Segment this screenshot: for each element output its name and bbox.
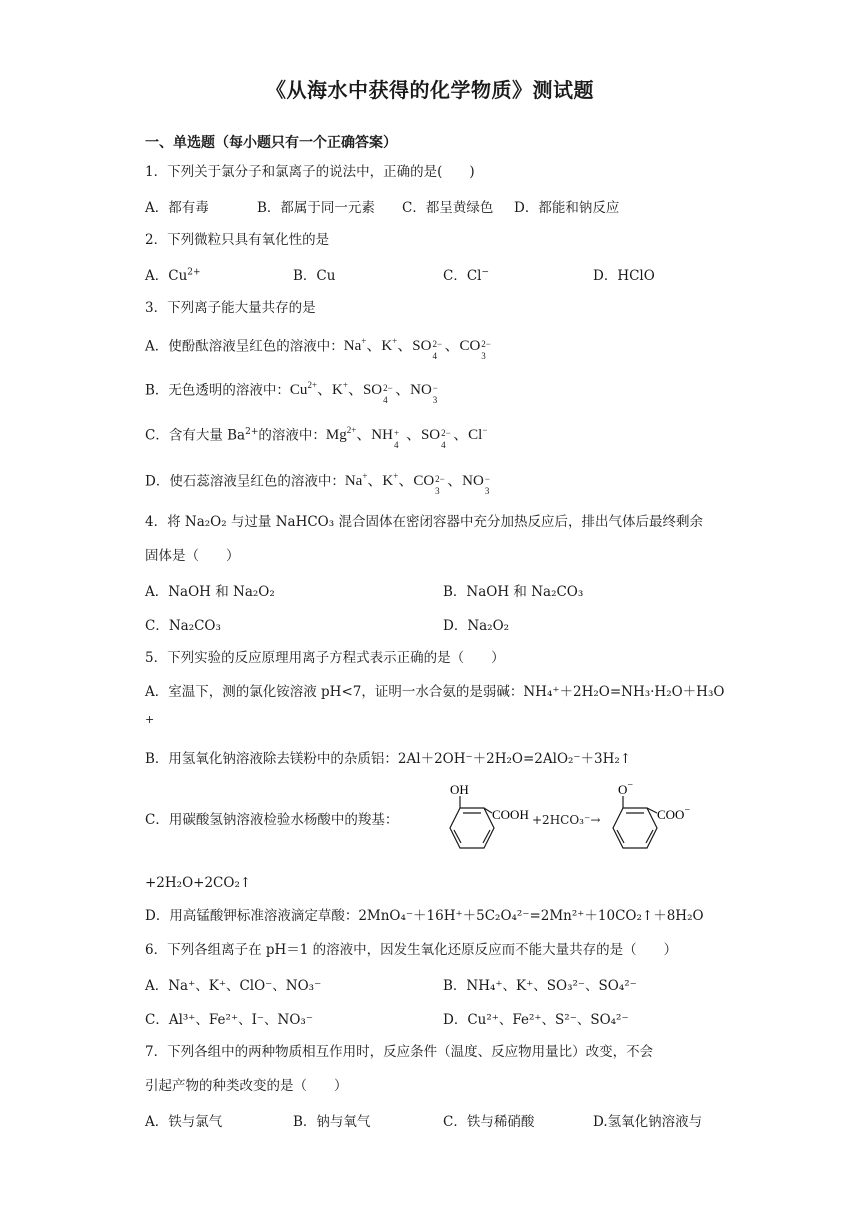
section-heading: 一、单选题（每小题只有一个正确答案） [145,135,397,151]
question-6-stem: 6．下列各组离子在 pH＝1 的溶液中，因发生氧化还原反应而不能大量共存的是（ ） [145,942,678,958]
option-c-charge: − [481,267,490,278]
question-3-option-b [145,380,725,405]
question-1-options [145,196,745,216]
page-title: 《从海水中获得的化学物质》测试题 [266,78,594,102]
option-a-text: A．使酚酞溶液呈红色的溶液中： [145,338,344,355]
option-a-text: A．Cu [145,268,188,284]
option-d: D．都能和钠反应 [514,200,620,216]
question-4-stem-line1: 4．将 Na₂O₂ 与过量 NaHCO₃ 混合固体在密闭容器中充分加热反应后，排出气体后最终剩余 [145,514,703,530]
question-5-option-a-cont: + [145,713,155,726]
question-4-options-row2 [145,614,745,634]
coo-label: COO [657,807,685,822]
option-d: D．Cu²⁺、Fe²⁺、S²⁻、SO₄²⁻ [443,1012,629,1028]
reagent-bicarbonate: +2HCO₃⁻→ [532,813,601,827]
question-3-stem: 3．下列离子能大量共存的是 [145,300,316,316]
question-6-options-row2 [145,1008,745,1028]
option-c-text: C．Cl [443,268,482,284]
question-1-stem: 1．下列关于氯分子和氯离子的说法中，正确的是( ) [145,164,475,180]
option-c: C．铁与稀硝酸 [443,1114,535,1130]
option-c: C．Na₂CO₃ [145,618,221,634]
question-4-stem-line2: 固体是（ ） [145,548,240,564]
option-b-text: B．无色透明的溶液中： [145,382,290,399]
question-5-option-c: C．用碳酸氢钠溶液检验水杨酸中的羧基： [145,812,399,828]
question-5-option-a: A．室温下，测的氯化铵溶液 pH<7，证明一水合氨的是弱碱：NH₄⁺＋2H₂O=NH₃·H₂O＋H₃O [145,684,725,700]
question-4-options-row1 [145,580,745,600]
question-7-options [145,1110,745,1130]
option-c-text-end: 的溶液中： [258,427,326,444]
option-b: B．NaOH 和 Na₂CO₃ [443,584,584,600]
question-3-option-d [145,471,725,496]
salicylate-dianion-structure [595,780,715,860]
option-b: B．都属于同一元素 [257,200,375,216]
cooh-label: COOH [492,807,529,822]
option-b: B．Cu [293,268,336,284]
option-c: C．都呈黄绿色 [402,200,494,216]
oh-label: OH [450,782,469,797]
option-a: A．Na⁺、K⁺、ClO⁻、NO₃⁻ [145,978,322,994]
option-c: C．Al³⁺、Fe²⁺、I⁻、NO₃⁻ [145,1012,313,1028]
coo-minus-label [657,805,690,822]
option-c [443,264,489,284]
question-2-stem: 2．下列微粒只具有氧化性的是 [145,232,330,248]
coo-charge: − [684,805,691,816]
question-5-option-d: D．用高锰酸钾标准溶液滴定草酸：2MnO₄⁻＋16H⁺＋5C₂O₄²⁻=2Mn²⁺＋10CO₂↑＋8H₂O [145,908,704,924]
o-minus-label [618,780,633,797]
option-a-charge: 2+ [187,267,201,278]
question-3-option-a [145,336,725,361]
option-d: D．HClO [593,268,655,284]
option-d: D.氢氧化钠溶液与 [593,1114,703,1130]
option-a: A．铁与氯气 [145,1114,223,1130]
question-3-option-c [145,425,725,450]
option-d: D．Na₂O₂ [443,618,510,634]
salicylic-acid-structure [432,780,542,860]
option-c-ions: $Mg^{2+}$、NH + 4 、SO 2− 4 、Cl− [325,425,488,450]
option-d-ions: Na+、K+、CO 2− 3 、NO − 3 [344,471,490,496]
option-a-ions: Na+、K+、SO 2− 4 、CO 2− 3 [343,336,491,361]
option-b: B．NH₄⁺、K⁺、SO₃²⁻、SO₄²⁻ [443,978,637,994]
option-a [145,264,201,284]
option-c-text: C．含有大量 Ba [145,427,246,444]
question-7-stem-line2: 引起产物的种类改变的是（ ） [145,1078,348,1094]
question-5-option-c-tail: +2H₂O+2CO₂↑ [145,875,252,891]
question-6-options-row1 [145,974,745,994]
option-c-charge: 2+ [245,426,259,437]
question-2-options [145,264,745,284]
question-7-stem-line1: 7．下列各组中的两种物质相互作用时，反应条件（温度、反应物用量比）改变，不会 [145,1044,654,1060]
question-5-option-b: B．用氢氧化钠溶液除去镁粉中的杂质铝：2Al＋2OH⁻＋2H₂O=2AlO₂⁻＋3H₂↑ [145,751,632,767]
option-a: A．NaOH 和 Na₂O₂ [145,584,275,600]
o-charge: − [627,780,634,791]
option-b-ions: $Cu^{2+}$、K+、SO 2− 4 、NO − 3 [289,380,438,405]
o-label: O [618,782,628,797]
option-d-text: D．使石蕊溶液呈红色的溶液中： [145,473,345,490]
option-a: A．都有毒 [145,200,209,216]
question-5-stem: 5．下列实验的反应原理用离子方程式表示正确的是（ ） [145,650,505,666]
option-b: B．钠与氧气 [293,1114,371,1130]
